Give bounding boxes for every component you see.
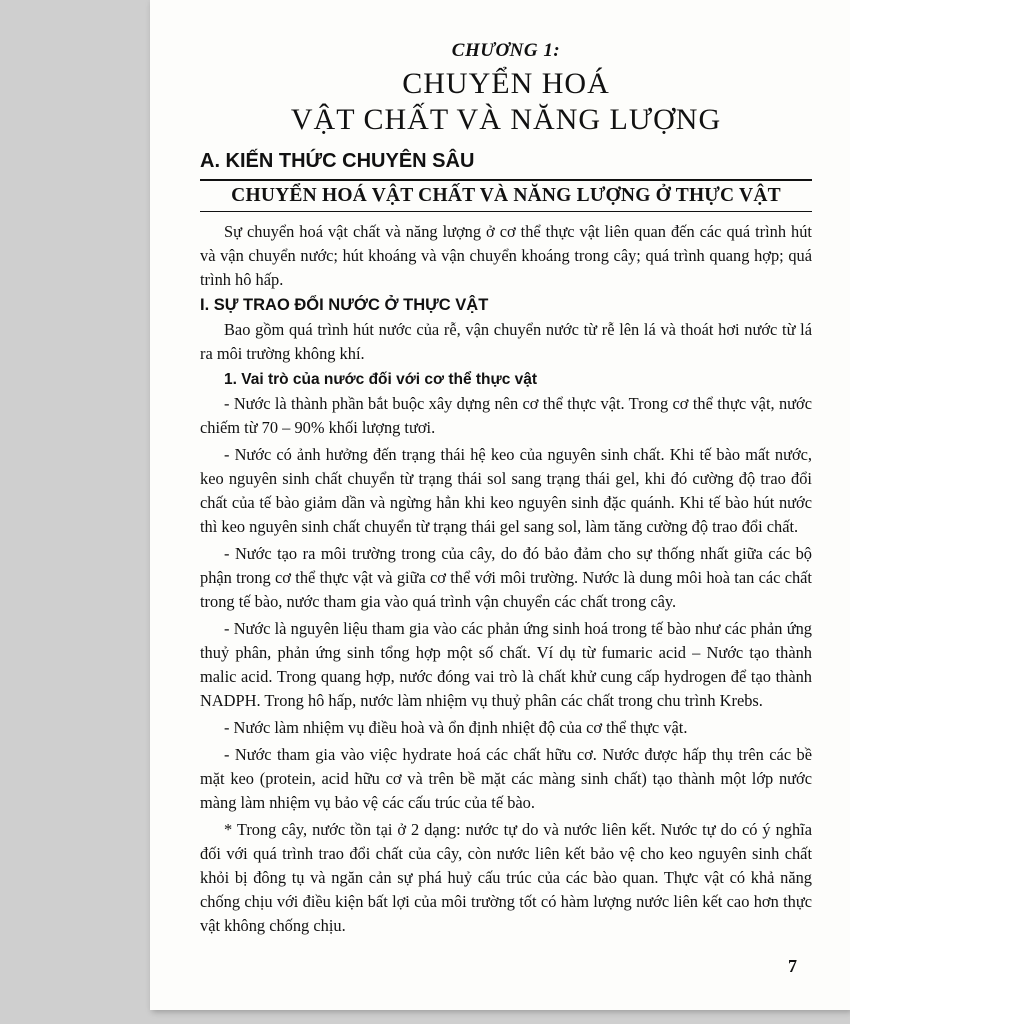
body-paragraph: - Nước là thành phần bắt buộc xây dựng nên cơ thể thực vật. Trong cơ thể thực vật, nước chiếm từ 70 – 90% khối lượng tươi. — [200, 394, 812, 437]
page-number: 7 — [788, 956, 797, 976]
body-paragraph: - Nước là nguyên liệu tham gia vào các phản ứng sinh hoá trong tế bào như các phản ứng thuỷ phân, phản ứng sinh tổng hợp một số chất. Ví dụ từ fumaric acid – Nước tạo thành malic acid. Trong quang hợp, nước đóng vai trò là chất khử cung cấp hydrogen để tạo thành NADPH. Trong hô hấp, nước làm nhiệm vụ thuỷ phân các chất trong chu trình Krebs. — [200, 619, 812, 710]
chapter-title-line-1: CHUYỂN HOÁ — [402, 67, 610, 100]
page-margin-right — [850, 0, 1024, 1024]
body-paragraph: - Nước tham gia vào việc hydrate hoá các chất hữu cơ. Nước được hấp thụ trên các bề mặt keo (protein, acid hữu cơ và trên bề mặt các màng sinh chất) tạo thành một lớp nước màng làm nhiệm vụ bảo vệ các cấu trúc của tế bào. — [200, 745, 812, 812]
subsection-heading: CHUYỂN HOÁ VẬT CHẤT VÀ NĂNG LƯỢNG Ở THỰC VẬT — [200, 185, 812, 212]
heading1-paragraph: Bao gồm quá trình hút nước của rễ, vận chuyển nước từ rễ lên lá và thoát hơi nước từ lá ra môi trường không khí. — [200, 320, 812, 363]
chapter-title-line-2: VẬT CHẤT VÀ NĂNG LƯỢNG — [290, 103, 722, 136]
intro-paragraph: Sự chuyển hoá vật chất và năng lượng ở cơ thể thực vật liên quan đến các quá trình hút và vận chuyển nước; hút khoáng và vận chuyển khoáng trong cây; quá trình quang hợp; quá trình hô hấp. — [200, 222, 812, 289]
body-paragraph: * Trong cây, nước tồn tại ở 2 dạng: nước tự do và nước liên kết. Nước tự do có ý nghĩa đối với quá trình trao đổi chất của cây, còn nước liên kết bảo vệ cho keo nguyên sinh chất khỏi bị đông tụ và ngăn cản sự phá huỷ cấu trúc của các bào quan. Thực vật có khả năng chống chịu với điều kiện bất lợi của môi trường tốt có hàm lượng nước liên kết cao hơn thực vật không chống chịu. — [200, 820, 812, 935]
page-content — [200, 40, 812, 938]
body-paragraph: - Nước làm nhiệm vụ điều hoà và ổn định nhiệt độ của cơ thể thực vật. — [224, 718, 688, 737]
body-paragraph: - Nước tạo ra môi trường trong của cây, do đó bảo đảm cho sự thống nhất giữa các bộ phận trong cơ thể thực vật và giữa cơ thể với môi trường. Nước là dung môi hoà tan các chất trong tế bào, nước tham gia vào quá trình vận chuyển các chất trong cây. — [200, 544, 812, 611]
chapter-label: CHƯƠNG 1: — [451, 40, 561, 61]
heading-role-of-water: 1. Vai trò của nước đối với cơ thể thực vật — [224, 371, 538, 388]
body-paragraph: - Nước có ảnh hưởng đến trạng thái hệ keo của nguyên sinh chất. Khi tế bào mất nước, keo nguyên sinh chất chuyển từ trạng thái sol sang trạng thái gel, khi đó cường độ trao đổi chất của tế bào giảm dần và ngừng hẳn khi keo nguyên sinh đặc quánh. Khi tế bào hút nước thì keo nguyên sinh chất chuyển từ trạng thái gel sang sol, làm tăng cường độ trao đổi chất. — [200, 445, 812, 536]
section-heading-a: A. KIẾN THỨC CHUYÊN SÂU — [200, 150, 812, 181]
heading-water-exchange: I. SỰ TRAO ĐỔI NƯỚC Ở THỰC VẬT — [200, 296, 489, 314]
